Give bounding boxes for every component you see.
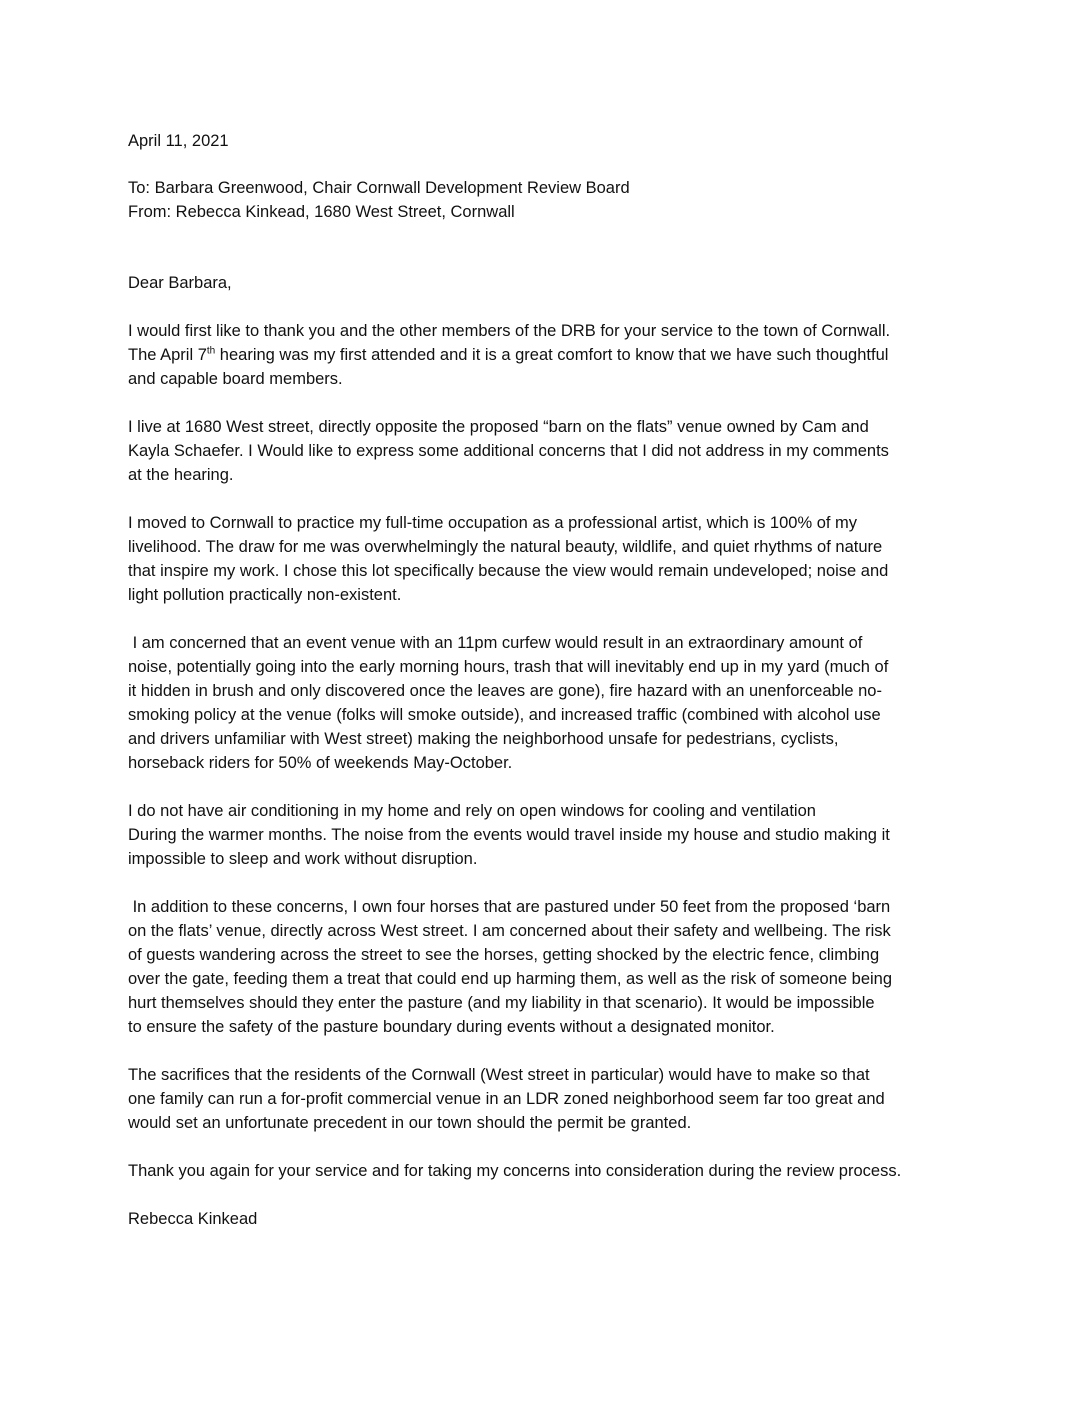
salutation (128, 271, 968, 295)
paragraph-line: on the flats’ venue, directly across West street. I am concerned about their safety and wellbeing. The risk (128, 922, 891, 940)
paragraph-line: light pollution practically non-existent. (128, 586, 402, 604)
paragraph-line: impossible to sleep and work without disruption. (128, 850, 478, 868)
paragraph-line: I moved to Cornwall to practice my full-time occupation as a professional artist, which is 100% of my (128, 514, 858, 532)
paragraph-line: I would first like to thank you and the other members of the DRB for your service to the town of Cornwall. (128, 322, 891, 340)
to-line: To: Barbara Greenwood, Chair Cornwall Development Review Board (128, 179, 630, 197)
paragraph-line: Kayla Schaefer. I Would like to express some additional concerns that I did not address in my comments (128, 442, 889, 460)
paragraph-line: that inspire my work. I chose this lot specifically because the view would remain undeveloped; noise and (128, 562, 889, 580)
paragraph-line: I live at 1680 West street, directly opposite the proposed “barn on the flats” venue owned by Cam and (128, 418, 869, 436)
paragraph-3 (128, 511, 968, 607)
paragraph-8 (128, 1159, 968, 1183)
paragraph-line: would set an unfortunate precedent in our town should the permit be granted. (128, 1114, 692, 1132)
paragraph-line: livelihood. The draw for me was overwhelmingly the natural beauty, wildlife, and quiet rhythms of nature (128, 538, 883, 556)
paragraph-line: at the hearing. (128, 466, 234, 484)
paragraph-1 (128, 319, 968, 391)
paragraph-line: Thank you again for your service and for taking my concerns into consideration during the review process. (128, 1162, 902, 1180)
paragraph-line: I am concerned that an event venue with an 11pm curfew would result in an extraordinary amount of (128, 634, 863, 652)
paragraph-line: and drivers unfamiliar with West street) making the neighborhood unsafe for pedestrians, cyclists, (128, 730, 839, 748)
paragraph-line: In addition to these concerns, I own four horses that are pastured under 50 feet from the proposed ‘barn (128, 898, 891, 916)
paragraph-line: During the warmer months. The noise from the events would travel inside my house and studio making it (128, 826, 890, 844)
paragraph-line: of guests wandering across the street to see the horses, getting shocked by the electric fence, climbing (128, 946, 880, 964)
paragraph-line: smoking policy at the venue (folks will smoke outside), and increased traffic (combined with alcohol use (128, 706, 881, 724)
letter-body (128, 129, 968, 1231)
paragraph-line: hurt themselves should they enter the pasture (and my liability in that scenario). It would be impossible (128, 994, 875, 1012)
paragraph-line: it hidden in brush and only discovered once the leaves are gone), fire hazard with an unenforceable no- (128, 682, 882, 700)
signature (128, 1207, 968, 1231)
paragraph-4 (128, 631, 968, 775)
signature-name: Rebecca Kinkead (128, 1210, 258, 1228)
from-line: From: Rebecca Kinkead, 1680 West Street, Cornwall (128, 203, 515, 221)
paragraph-line: noise, potentially going into the early morning hours, trash that will inevitably end up in my yard (much of (128, 658, 889, 676)
letter-address-block (128, 176, 968, 224)
salutation-text: Dear Barbara, (128, 274, 232, 292)
paragraph-5 (128, 799, 968, 871)
ordinal-suffix: th (206, 345, 216, 357)
paragraph-line: one family can run a for-profit commercial venue in an LDR zoned neighborhood seem far too great and (128, 1090, 885, 1108)
paragraph-7 (128, 1063, 968, 1135)
paragraph-line: horseback riders for 50% of weekends May-October. (128, 754, 513, 772)
paragraph-text: The April 7 (128, 346, 207, 364)
date-text: April 11, 2021 (128, 132, 229, 150)
paragraph-line: The sacrifices that the residents of the Cornwall (West street in particular) would have to make so that (128, 1066, 870, 1084)
paragraph-2 (128, 415, 968, 487)
paragraph-line (128, 343, 968, 367)
paragraph-6 (128, 895, 968, 1039)
paragraph-line: I do not have air conditioning in my home and rely on open windows for cooling and ventilation (128, 802, 816, 820)
letter-date (128, 129, 968, 153)
paragraph-line: to ensure the safety of the pasture boundary during events without a designated monitor. (128, 1018, 775, 1036)
paragraph-line: over the gate, feeding them a treat that could end up harming them, as well as the risk of someone being (128, 970, 893, 988)
paragraph-text: hearing was my first attended and it is a great comfort to know that we have such thoughtful (215, 346, 889, 364)
paragraph-line: and capable board members. (128, 370, 343, 388)
